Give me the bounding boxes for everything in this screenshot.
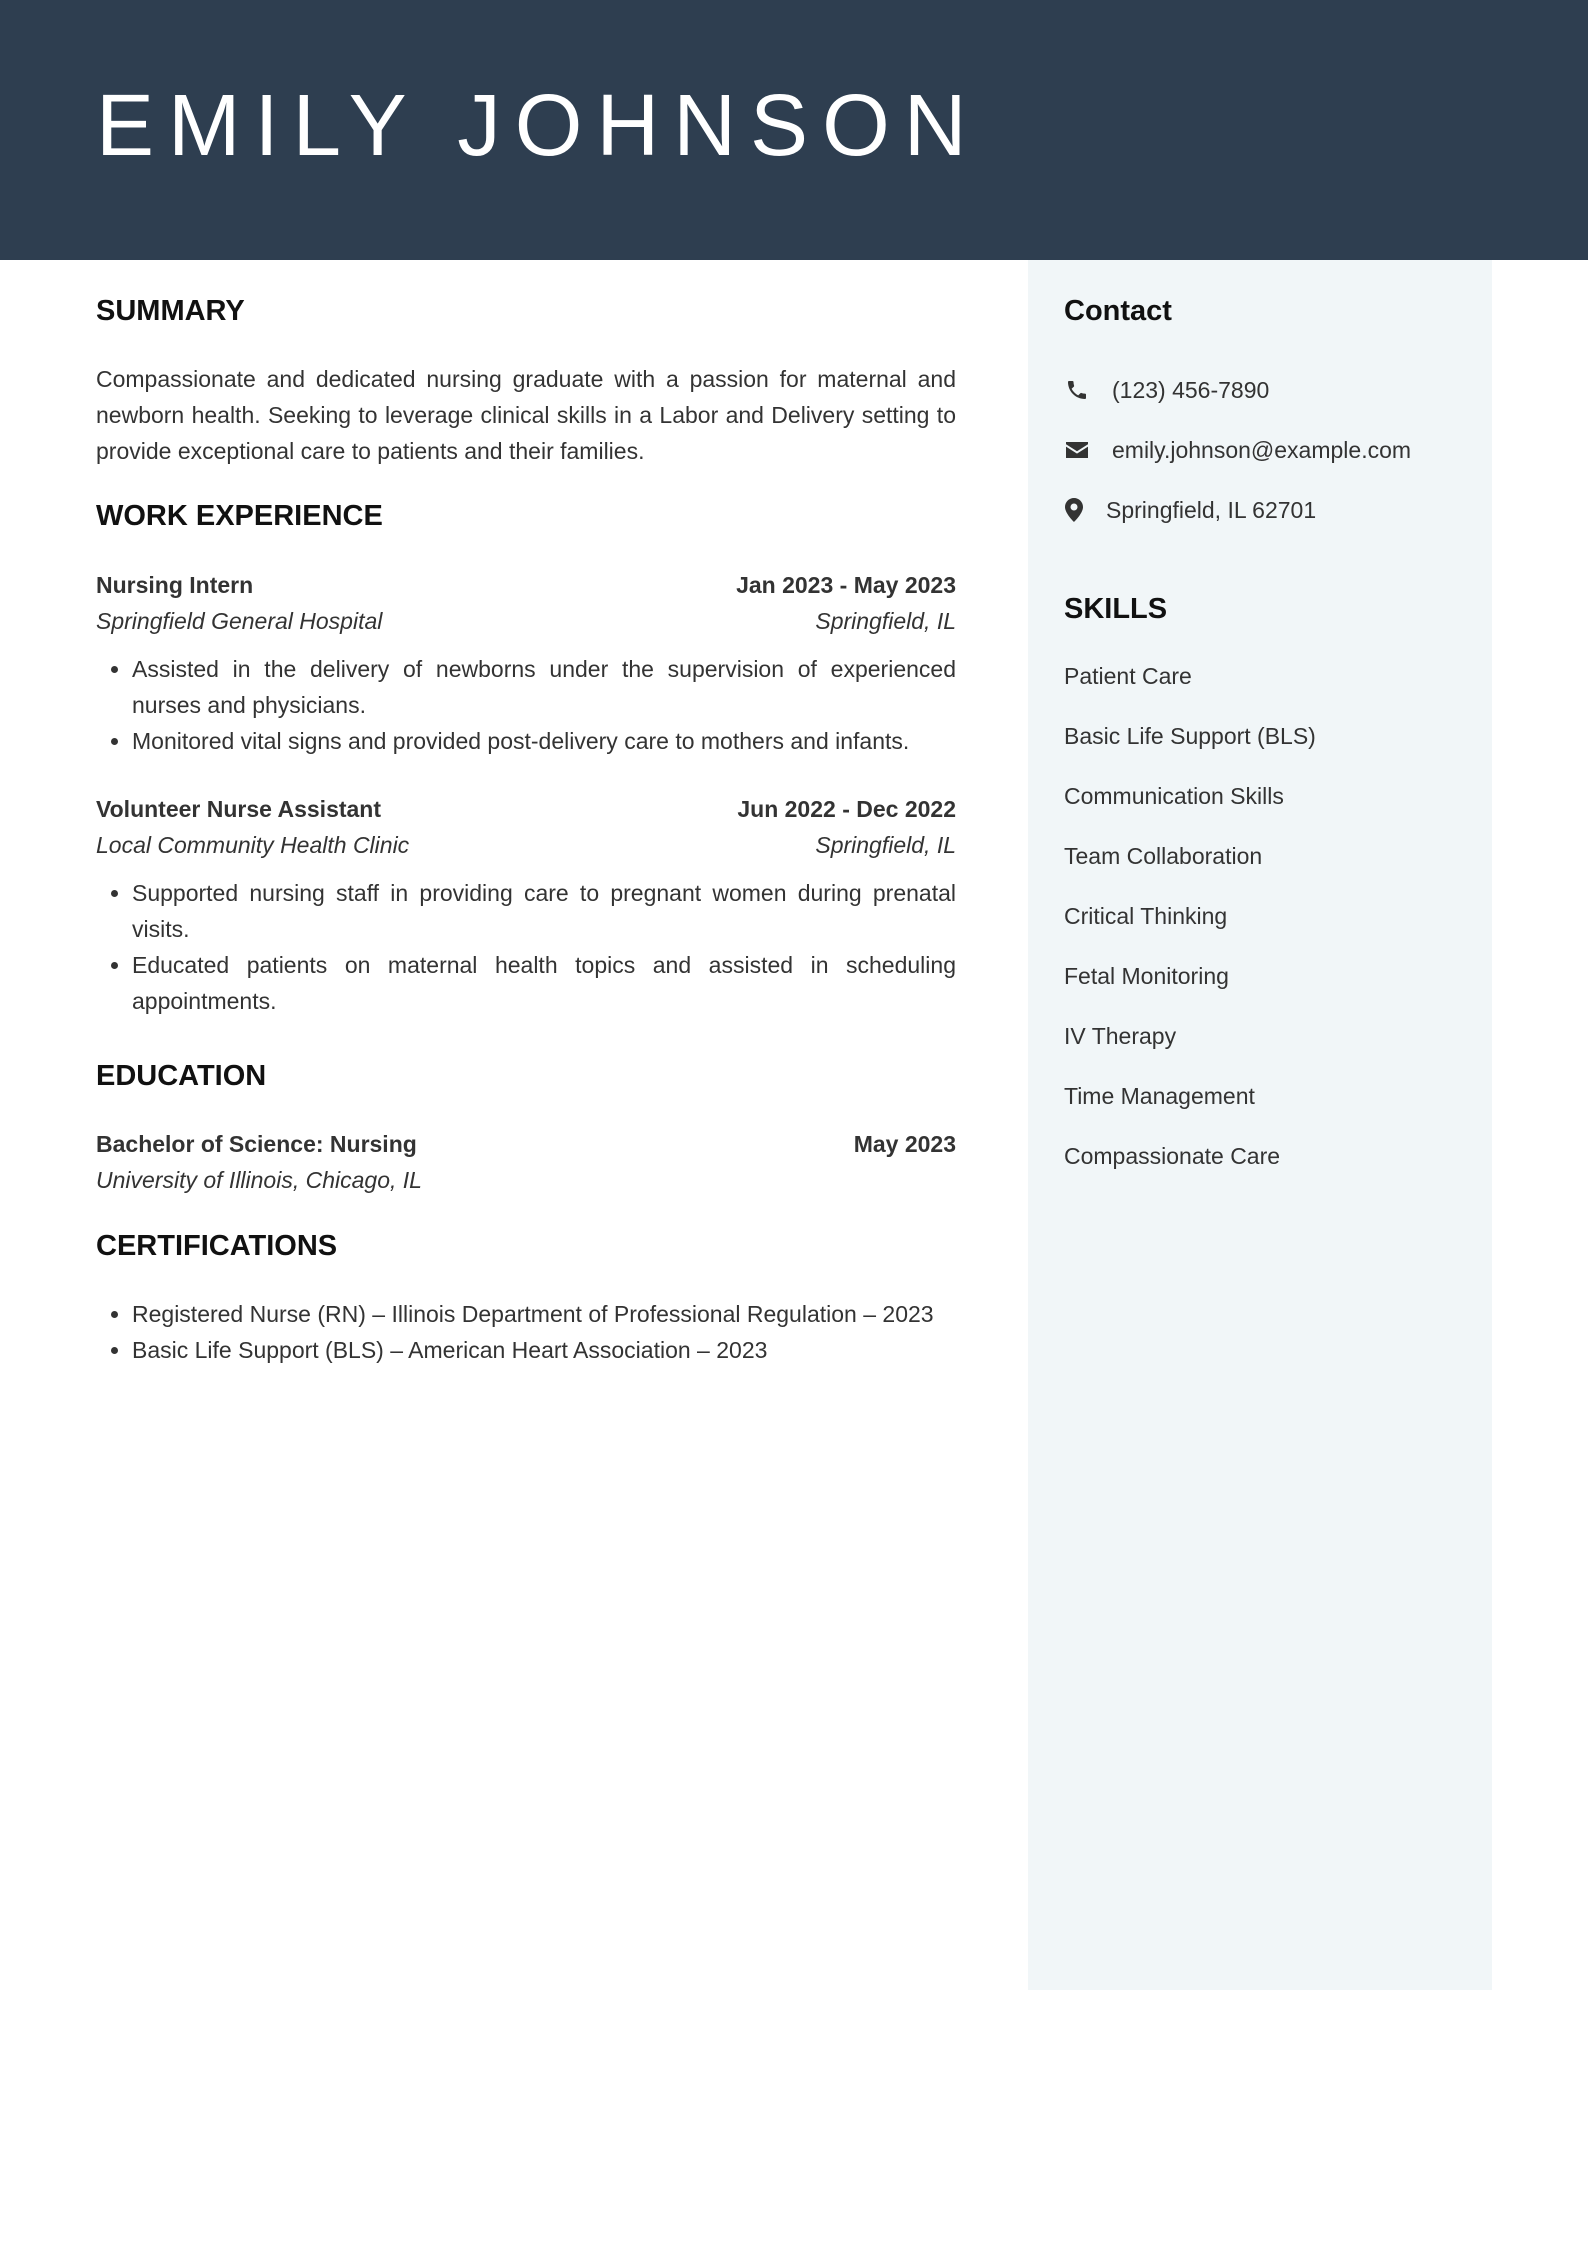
location-text: Springfield, IL 62701 (1106, 496, 1317, 523)
job-bullet: • Supported nursing staff in providing care to pregnant women during prenatal visits. (132, 875, 956, 947)
job-bullet: • Educated patients on maternal health topics and assisted in scheduling appointments. (132, 947, 956, 1019)
contact-location (1064, 497, 1316, 523)
job-org-row (96, 610, 956, 633)
skill-item: Patient Care (1064, 663, 1192, 689)
job-role: Nursing Intern (96, 572, 254, 598)
phone-icon (1064, 377, 1090, 403)
job-header-row (96, 574, 956, 597)
job-bullet: • Monitored vital signs and provided post-delivery care to mothers and infants. (132, 723, 956, 759)
contact-heading: Contact (1064, 295, 1172, 327)
job-organization: Local Community Health Clinic (96, 832, 410, 858)
skill-item: Communication Skills (1064, 783, 1284, 809)
certifications-list (96, 1296, 956, 1368)
header-banner (0, 0, 1588, 260)
education-school-row (96, 1169, 956, 1192)
certifications-heading: CERTIFICATIONS (96, 1230, 338, 1262)
certification-item: • Basic Life Support (BLS) – American Heart Association – 2023 (132, 1332, 956, 1368)
skills-heading: SKILLS (1064, 593, 1168, 625)
sidebar (1028, 260, 1492, 1990)
skill-item: Basic Life Support (BLS) (1064, 723, 1316, 749)
job-location: Springfield, IL (815, 608, 956, 634)
email-address[interactable]: emily.johnson@example.com (1112, 436, 1412, 463)
summary-heading: SUMMARY (96, 295, 245, 327)
candidate-name: EMILY JOHNSON (96, 77, 981, 174)
skill-item: IV Therapy (1064, 1023, 1177, 1049)
contact-email (1064, 437, 1411, 463)
skill-item: Critical Thinking (1064, 903, 1228, 929)
job-header-row (96, 798, 956, 821)
job-dates: Jun 2022 - Dec 2022 (737, 796, 956, 822)
skill-item: Compassionate Care (1064, 1143, 1281, 1169)
job-role: Volunteer Nurse Assistant (96, 796, 382, 822)
graduation-date: May 2023 (853, 1131, 956, 1157)
envelope-icon (1064, 437, 1090, 463)
phone-number: (123) 456-7890 (1112, 376, 1270, 403)
job-bullet-list (96, 651, 956, 759)
summary-text: Compassionate and dedicated nursing graduate with a passion for maternal and newborn health. Seeking to leverage clinical skills in a Labor and Delivery setting to provide exceptional care to patients and their families. (96, 366, 956, 464)
skill-item: Team Collaboration (1064, 843, 1263, 869)
degree: Bachelor of Science: Nursing (96, 1131, 417, 1157)
job-dates: Jan 2023 - May 2023 (736, 572, 956, 598)
certification-item: • Registered Nurse (RN) – Illinois Department of Professional Regulation – 2023 (132, 1296, 956, 1332)
map-pin-icon (1064, 497, 1084, 523)
school: University of Illinois, Chicago, IL (96, 1167, 422, 1193)
education-header-row (96, 1133, 956, 1156)
skill-item: Time Management (1064, 1083, 1255, 1109)
job-bullet: • Assisted in the delivery of newborns under the supervision of experienced nurses and physicians. (132, 651, 956, 723)
job-org-row (96, 834, 956, 857)
education-heading: EDUCATION (96, 1060, 267, 1092)
job-organization: Springfield General Hospital (96, 608, 383, 634)
job-location: Springfield, IL (815, 832, 956, 858)
job-bullet-list (96, 875, 956, 1019)
contact-phone (1064, 377, 1269, 403)
skill-item: Fetal Monitoring (1064, 963, 1229, 989)
work-experience-heading: WORK EXPERIENCE (96, 500, 383, 532)
